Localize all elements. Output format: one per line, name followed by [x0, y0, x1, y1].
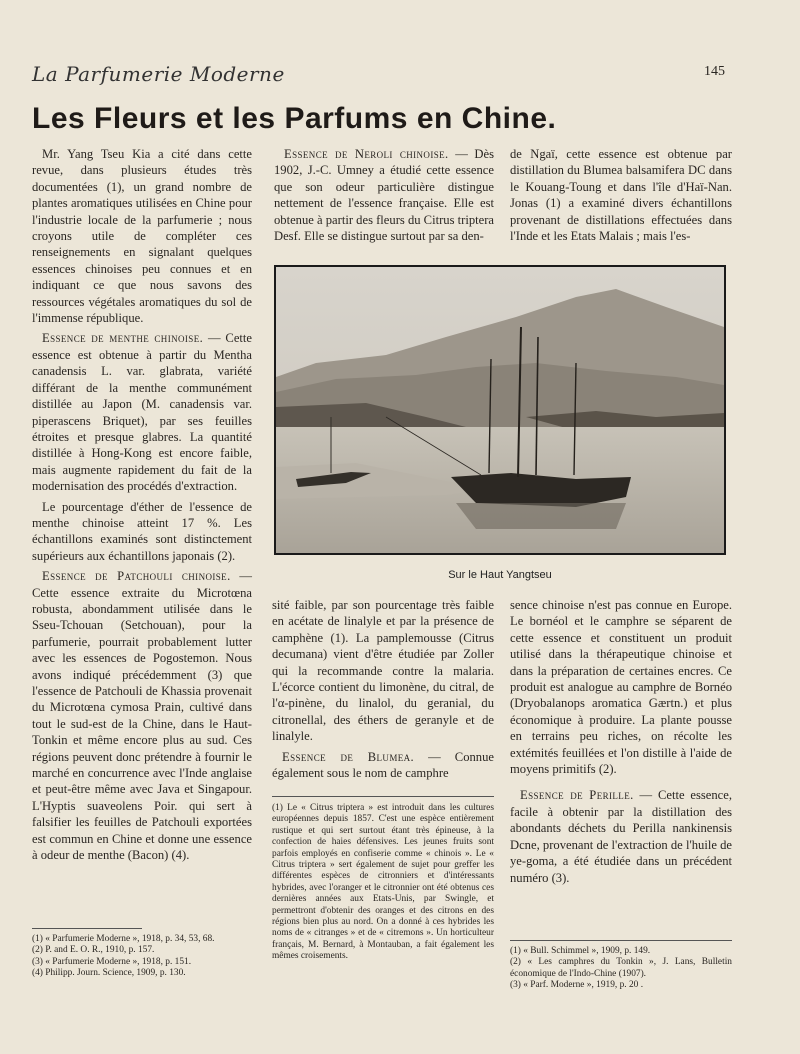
footnote: (2) « Les camphres du Tonkin », J. Lans, Bulletin économique de l'Indo-Chine (1907).	[510, 957, 732, 979]
intro-paragraph: Mr. Yang Tseu Kia a cité dans cette revue, dans plusieurs études très documentées (1), un grand nombre de plantes aromatiques utilisées en Chine pour l'industrie locale de la parfumerie ; nous croyons utile de compléter ces renseignements en signalant quelques essences chinoises peu connues et en indiquant ce que nous savons des ressources végétales aromatiques du sol de l'immense république.	[32, 147, 252, 326]
perille-text: — Cette essence, facile à obtenir par la distillation des abondants déchets du Perilla nankinensis Dcne, provenant de l'extraction de l'huile de ye-goma, a été étudiée dans un précédent numéro (3).	[510, 788, 732, 885]
blumea-text: — Connue également sous le nom de camphre	[272, 749, 494, 781]
footnote: (1) Le « Citrus triptera » est introduit dans les cultures européennes depuis 1857. C'est une espèce entièrement rustique et qui sert surtout étant très épineuse, à la confection de haies défensives. Les jeunes fruits sont parfois employés en confiserie comme « chinois ». Le « Citrus triptera » sert également de sujet pour greffer les différentes espèces de citronniers et d'intéressants hybrides, avec l'oranger et le citronnier ont été obtenus ces dernières années aux Etats-Unis, par Swingle, et permettront d'obtenir des oranges et des citrons en des régions bien plus au nord. On a donné à ces hybrides les noms de « citranges » et de « citremons ». Un horticulteur français, M. Bernard, à Montauban, a fait également les mêmes croisements.	[272, 803, 494, 962]
running-title: La Parfumerie Moderne	[32, 62, 285, 86]
blumea-essence-text: sence chinoise n'est pas connue en Europe. Le bornéol et le camphre se séparent de cette essence et constituent un produit utilisé dans la thérapeutique chinoise et dans la préparation de certaines encres. Ce produit est analogue au camphre de Bornéo (Dryobalanops aromatica Gærtn.) et plus économique à produire. La plante pousse en terrains peu riches, on récolte les extémités feuillées et l'on distille à l'aide de moyens primitifs (2).	[510, 598, 732, 777]
menthe-heading: Essence de menthe chinoise.	[42, 331, 204, 346]
footnote-rule-1	[32, 928, 142, 929]
menthe-ether-paragraph: Le pourcentage d'éther de l'essence de menthe chinoise atteint 17 %. Les échantillons examinés sont distinctement supérieurs aux échantillons japonais (2).	[32, 499, 252, 563]
column-3-top	[510, 146, 732, 248]
column-3-bottom	[510, 597, 732, 890]
footnotes-col-3	[510, 946, 732, 992]
footnote: (4) Philipp. Journ. Science, 1909, p. 130.	[32, 968, 186, 979]
photo-upper-yangtze	[274, 265, 726, 555]
blumea-section	[272, 749, 494, 782]
junk-boats-photo	[276, 267, 724, 553]
blumea-heading: Essence de Blumea.	[282, 749, 415, 764]
patchouli-heading: Essence de Patchouli chinoise.	[42, 569, 231, 584]
page-number: 145	[704, 64, 725, 79]
patchouli-section	[32, 568, 252, 863]
footnote: (1) « Bull. Schimmel », 1909, p. 149.	[510, 946, 651, 956]
footnotes-col-1	[32, 934, 252, 980]
menthe-text: — Cette essence est obtenue à partir du Mentha canadensis L. var. glabrata, variété différant de la menthe communément distillée au Japon (M. canadensis var. piperascens Briquet), par ses feuilles étroites et presque glabres. La quantité distillée à Hong-Kong est encore faible, mais augmente rapidement du fait de la modernisation des procédés d'extraction.	[32, 331, 252, 494]
perille-section	[510, 787, 732, 885]
neroli-heading: Essence de Neroli chinoise.	[284, 147, 449, 161]
footnotes-col-2	[272, 803, 494, 963]
footnote: (2) P. and E. O. R., 1910, p. 157.	[32, 945, 155, 956]
neroli-section	[274, 146, 494, 244]
column-2-bottom	[272, 597, 494, 785]
patchouli-text: — Cette essence extraite du Microtœna robusta, abondamment utilisée dans le Sseu-Tchouan (Setchouan), pour la parfumerie, pourrait probablement lutter avec les essences de Pogostemon. Nous avons indiqué précédemment (3) que l'essence de Patchouli de Khassia provenait du Microtœna cymosa Prain, cultivé dans tout le sud-est de la Chine, dans le Haut-Tonkin et même encore plus au sud. Ces régions peuvent donc prétendre à fournir le marché en concurrence avec l'Inde anglaise et peut-être même avec Java et Singapour. L'Hyptis suaveolens Poir. qui sert à falsifier les feuilles de Patchouli exportées est commun en Chine et donne une essence à odeur de menthe (Bacon) (4).	[32, 569, 252, 863]
footnote: (1) « Parfumerie Moderne », 1918, p. 34, 53, 68.	[32, 934, 215, 944]
neroli-continued-text: sité faible, par son pourcentage très faible en acétate de linalyle et par la présence de camphène (1). La pamplemousse (Citrus decumana) vient d'être étudiée par Zoller qui la recommande contre la malaria. L'écorce contient du limonène, du citral, de l'α-pinène, du linalol, du geranial, du citronellal, des éthers de geranyle et de linalyle.	[272, 598, 494, 744]
footnote: (3) « Parfumerie Moderne », 1918, p. 151.	[32, 956, 192, 967]
column-2-top	[274, 146, 494, 248]
footnote-rule-3	[510, 940, 732, 941]
photo-caption: Sur le Haut Yangtseu	[448, 569, 552, 581]
menthe-section	[32, 330, 252, 494]
footnote: (3) « Parf. Moderne », 1919, p. 20 .	[510, 980, 644, 991]
column-1	[32, 146, 252, 867]
footnote-rule-2	[272, 796, 494, 797]
article-title: Les Fleurs et les Parfums en Chine.	[32, 102, 557, 135]
blumea-continued-text: de Ngaï, cette essence est obtenue par distillation du Blumea balsamifera DC dans le Kouang-Toung et dans l'île d'Haï-Nan. Jonas (1) a examiné divers échantillons provenant de distillations effectuées dans l'Inde et les Etats Malais ; mais l'es-	[510, 147, 732, 244]
perille-heading: Essence de Perille.	[520, 788, 634, 803]
neroli-text: — Dès 1902, J.-C. Umney a étudié cette essence que son odeur particulière distingue nettement de l'essence française. Elle est obtenue à partir des fleurs du Citrus triptera Desf. Elle se distingue surtout par sa den-	[274, 147, 494, 244]
